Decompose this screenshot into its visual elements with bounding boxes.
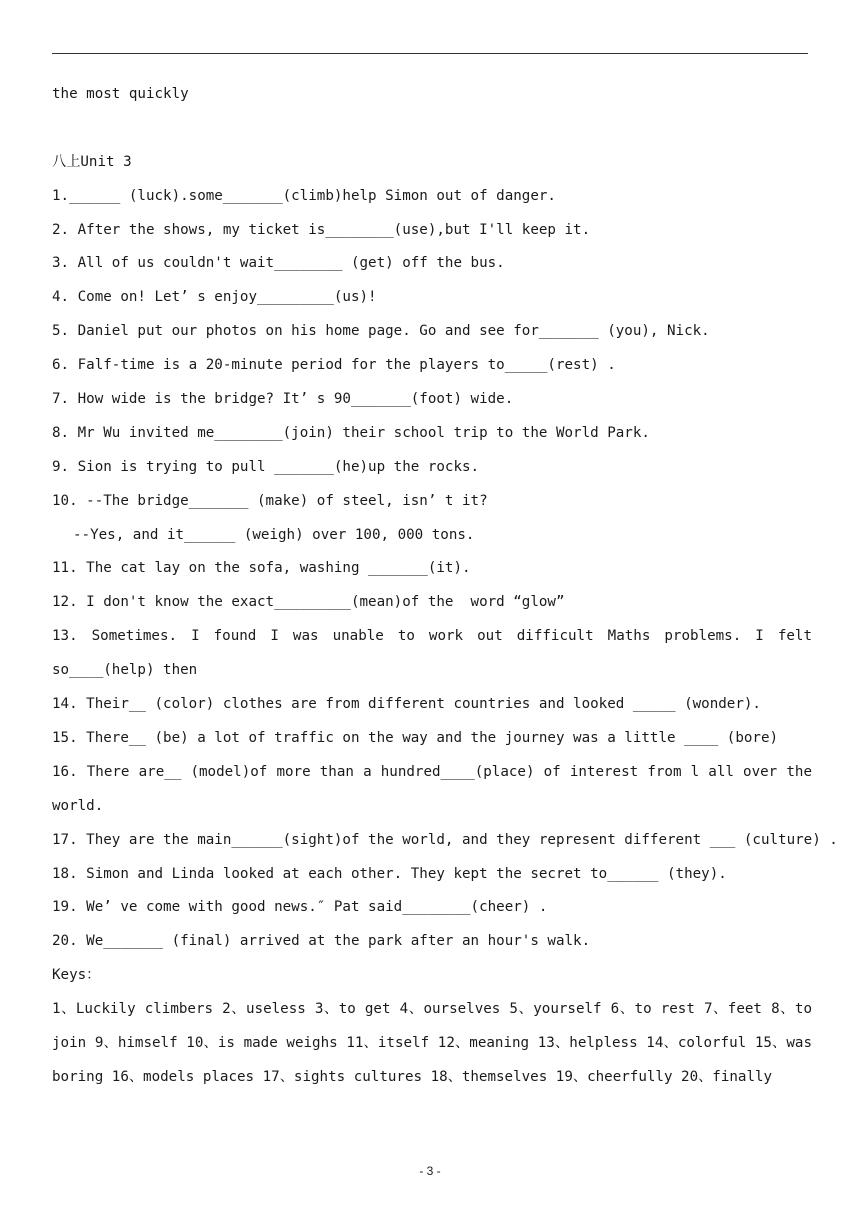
question-10-reply: --Yes, and it______ (weigh) over 100, 000 tons. — [73, 526, 475, 543]
question-5: 5. Daniel put our photos on his home page. Go and see for_______ (you), Nick. — [52, 323, 710, 340]
question-16: 16. There are__ (model)of more than a hundred____(place) of interest from l all over the world. — [52, 763, 812, 814]
question-3: 3. All of us couldn't wait________ (get) off the bus. — [52, 255, 505, 272]
question-17: 17. They are the main______(sight)of the world, and they represent different ___ (culture) . — [52, 831, 838, 848]
question-8: 8. Mr Wu invited me________(join) their school trip to the World Park. — [52, 424, 650, 441]
question-7: 7. How wide is the bridge? It’ s 90_______(foot) wide. — [52, 391, 514, 408]
question-1: 1.______ (luck).some_______(climb)help Simon out of danger. — [52, 187, 556, 204]
page-number: - 3 - — [419, 1164, 441, 1178]
question-2: 2. After the shows, my ticket is________(use),but I'll keep it. — [52, 221, 591, 238]
keys-label: Keys： — [52, 967, 101, 984]
question-4: 4. Come on! Let’ s enjoy_________(us)! — [52, 289, 377, 306]
question-15: 15. There__ (be) a lot of traffic on the way and the journey was a little ____ (bore) — [52, 729, 779, 746]
question-10: 10. --The bridge_______ (make) of steel, isn’ t it? — [52, 492, 488, 509]
question-11: 11. The cat lay on the sofa, washing _______(it). — [52, 560, 471, 577]
section-title: 八上Unit 3 — [52, 153, 132, 170]
question-20: 20. We_______ (final) arrived at the park after an hour's walk. — [52, 933, 591, 950]
header-rule — [52, 53, 808, 54]
blank-line — [52, 112, 812, 146]
question-12: 12. I don't know the exact_________(mean)of the word “glow” — [52, 594, 565, 611]
document-body — [52, 78, 838, 1095]
question-14: 14. Their__ (color) clothes are from different countries and looked _____ (wonder). — [52, 696, 761, 713]
question-19: 19. We’ ve come with good news.″ Pat said________(cheer) . — [52, 899, 548, 916]
question-18: 18. Simon and Linda looked at each other. They kept the secret to______ (they). — [52, 865, 727, 882]
question-9: 9. Sion is trying to pull _______(he)up the rocks. — [52, 458, 480, 475]
keys-text: 1、Luckily climbers 2、useless 3、to get 4、ourselves 5、yourself 6、to rest 7、feet 8、to join 9、himself 10、is made weighs 11、itself 12、meaning 13、helpless 14、colorful 15、was boring 16、models places 17、sights cultures 18、themselves 19、cheerfully 20、finally — [52, 1001, 812, 1085]
continuation-text: the most quickly — [52, 86, 189, 102]
question-13: 13. Sometimes. I found I was unable to work out difficult Maths problems. I felt so____(help) then — [52, 628, 812, 679]
question-6: 6. Falf-time is a 20-minute period for the players to_____(rest) . — [52, 357, 616, 374]
